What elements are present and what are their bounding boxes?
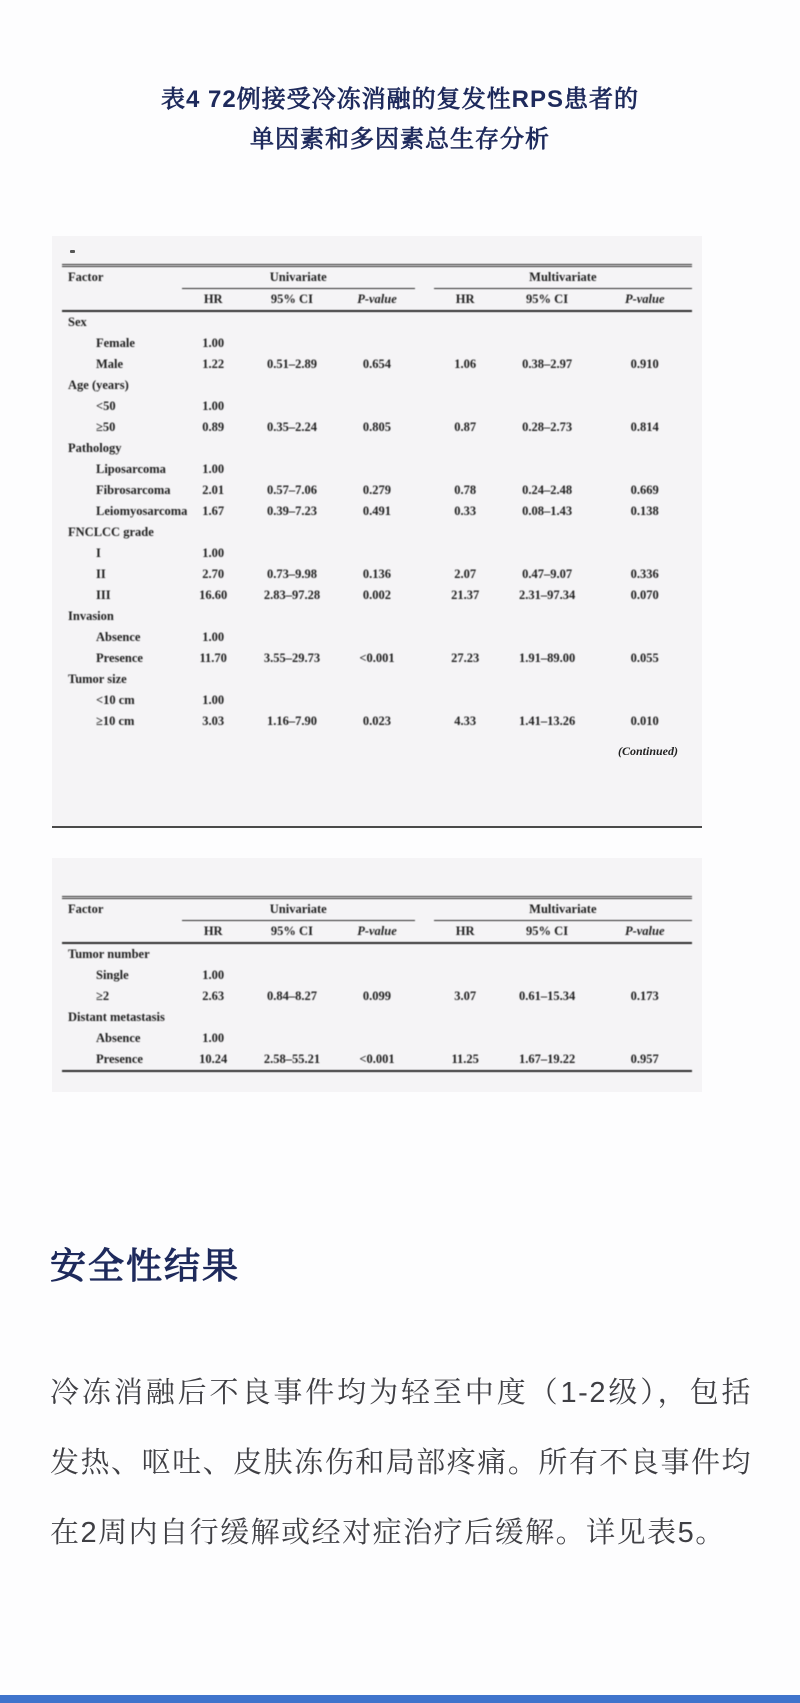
table-cell — [597, 375, 692, 396]
cell-spacer — [415, 396, 434, 417]
row-label: <50 — [96, 399, 116, 413]
table-cell: 0.070 — [630, 588, 659, 602]
cell-spacer — [415, 965, 434, 986]
table-cell — [182, 943, 245, 965]
row-label: Single — [96, 968, 129, 982]
table-cell: 0.33 — [454, 504, 477, 518]
table-cell: 0.51–2.89 — [266, 357, 317, 371]
table-cell: 1.00 — [202, 693, 225, 707]
table-cell: 3.03 — [202, 714, 225, 728]
table-cell: 1.41–13.26 — [518, 714, 576, 728]
table-cell — [182, 606, 245, 627]
row-label: Female — [96, 336, 135, 350]
table-cell — [245, 438, 340, 459]
table-cell: 27.23 — [451, 651, 480, 665]
cell-spacer — [415, 585, 434, 606]
table-row — [62, 564, 692, 585]
cell-spacer — [415, 354, 434, 375]
table-cell — [597, 311, 692, 333]
table-cell — [497, 965, 598, 986]
bottom-accent-bar — [0, 1695, 800, 1703]
table-cell — [497, 333, 598, 354]
table-cell: 0.89 — [202, 420, 225, 434]
row-label: II — [96, 567, 106, 581]
body-paragraph: 冷冻消融后不良事件均为轻至中度（1-2级），包括发热、呕吐、皮肤冻伤和局部疼痛。所有不良事件均在2周内自行缓解或经对症治疗后缓解。详见表5。 — [50, 1377, 752, 1549]
table-cell — [434, 943, 497, 965]
row-label: Presence — [96, 651, 143, 665]
sub-column-header: 95% CI — [245, 921, 340, 944]
table-row — [62, 417, 692, 438]
column-header-factor: Factor — [62, 898, 182, 944]
table-cell — [597, 943, 692, 965]
table-cell: 0.136 — [362, 567, 392, 581]
table-cell — [339, 438, 415, 459]
table-cell: 2.63 — [202, 989, 225, 1003]
table-cell — [182, 1007, 245, 1028]
table-cell: 1.00 — [202, 968, 225, 982]
table-cell — [182, 438, 245, 459]
table-cell — [245, 627, 340, 648]
table-cell: 0.84–8.27 — [266, 989, 317, 1003]
table-cell: 0.002 — [362, 588, 392, 602]
table-cell: 0.78 — [454, 483, 477, 497]
group-header: Univariate — [182, 898, 415, 921]
table-cell: 0.336 — [630, 567, 659, 581]
table-cell — [497, 943, 598, 965]
table-cell — [339, 459, 415, 480]
table-cell: 1.00 — [202, 399, 225, 413]
table-cell: 3.07 — [454, 989, 477, 1003]
table-cell: 1.67–19.22 — [518, 1052, 576, 1066]
table-cell — [497, 627, 598, 648]
table-cell: 0.24–2.48 — [522, 483, 573, 497]
sub-column-header: P-value — [339, 921, 415, 944]
survival-table-part2 — [62, 896, 692, 1072]
table-cell: <0.001 — [359, 651, 395, 665]
group-header: Multivariate — [434, 898, 692, 921]
table-cell: 0.57–7.06 — [266, 483, 317, 497]
table-cell: 1.16–7.90 — [266, 714, 317, 728]
table-cell — [182, 311, 245, 333]
table-caption-line1: 表4 72例接受冷冻消融的复发性RPS患者的 — [160, 86, 640, 113]
row-label: ≥50 — [96, 420, 116, 434]
scanned-table-image-2 — [52, 858, 702, 1092]
row-label: <10 cm — [96, 693, 135, 707]
table-cell — [245, 396, 340, 417]
table-cell — [339, 965, 415, 986]
table-cell — [245, 690, 340, 711]
sub-column-header: 95% CI — [497, 289, 598, 312]
cell-spacer — [415, 522, 434, 543]
table-cell: 0.73–9.98 — [266, 567, 317, 581]
table-cell — [497, 522, 598, 543]
row-label: Fibrosarcoma — [96, 483, 171, 497]
table-cell: 1.91–89.00 — [518, 651, 576, 665]
table-cell — [597, 522, 692, 543]
table-row — [62, 711, 692, 732]
cell-spacer — [415, 648, 434, 669]
table-cell — [597, 627, 692, 648]
table-row — [62, 438, 692, 459]
table-cell — [434, 606, 497, 627]
table-cell — [434, 522, 497, 543]
table-row — [62, 375, 692, 396]
table-cell — [497, 1028, 598, 1049]
table-row — [62, 669, 692, 690]
sub-column-header: 95% CI — [245, 289, 340, 312]
table-cell — [597, 690, 692, 711]
cell-spacer — [415, 417, 434, 438]
table-cell: 0.023 — [362, 714, 392, 728]
table-cell — [434, 669, 497, 690]
table-cell: 2.07 — [454, 567, 477, 581]
table-cell — [339, 375, 415, 396]
table-row — [62, 354, 692, 375]
table-cell — [597, 333, 692, 354]
scan-artifact-mark — [70, 250, 75, 253]
table-cell — [434, 375, 497, 396]
cell-spacer — [415, 333, 434, 354]
table-row — [62, 311, 692, 333]
table-cell: 1.22 — [202, 357, 225, 371]
row-label: Invasion — [68, 609, 114, 623]
table-cell — [245, 943, 340, 965]
table-cell — [497, 396, 598, 417]
table-cell: 0.654 — [362, 357, 392, 371]
survival-table-part1 — [62, 264, 692, 732]
cell-spacer — [415, 943, 434, 965]
table-cell — [245, 669, 340, 690]
row-label: Sex — [68, 315, 87, 329]
table-row — [62, 648, 692, 669]
table-cell: 21.37 — [451, 588, 480, 602]
table-cell — [597, 459, 692, 480]
cell-spacer — [415, 564, 434, 585]
cell-spacer — [415, 690, 434, 711]
table-cell: 0.099 — [362, 989, 392, 1003]
table-cell: <0.001 — [359, 1052, 395, 1066]
row-label: Absence — [96, 1031, 141, 1045]
table-cell: 0.39–7.23 — [266, 504, 317, 518]
sub-column-header: P-value — [597, 289, 692, 312]
table-cell — [434, 333, 497, 354]
table-cell: 0.47–9.07 — [522, 567, 573, 581]
sub-column-header: P-value — [597, 921, 692, 944]
table-cell — [339, 690, 415, 711]
table-cell: 0.491 — [362, 504, 392, 518]
table-cell — [182, 669, 245, 690]
table-row — [62, 627, 692, 648]
row-label: Liposarcoma — [96, 462, 166, 476]
table-row — [62, 1007, 692, 1028]
table-cell — [497, 669, 598, 690]
table-cell — [339, 1028, 415, 1049]
table-cell — [245, 375, 340, 396]
table-cell — [434, 627, 497, 648]
table-cell: 11.70 — [199, 651, 227, 665]
sub-column-header: HR — [182, 921, 245, 944]
table-cell: 0.138 — [630, 504, 659, 518]
table-cell — [182, 522, 245, 543]
column-header-factor: Factor — [62, 266, 182, 312]
table-cell — [339, 606, 415, 627]
cell-spacer — [415, 711, 434, 732]
table-cell — [597, 606, 692, 627]
table-cell — [434, 1028, 497, 1049]
table-caption-line2: 单因素和多因素总生存分析 — [250, 126, 550, 153]
table-row — [62, 459, 692, 480]
scanned-table-image-1 — [52, 236, 702, 828]
table-cell — [597, 965, 692, 986]
table-row — [62, 1049, 692, 1071]
table-cell: 2.70 — [202, 567, 225, 581]
table-cell — [497, 606, 598, 627]
table-cell — [245, 311, 340, 333]
table-cell — [497, 375, 598, 396]
cell-spacer — [415, 627, 434, 648]
table-cell — [597, 1007, 692, 1028]
table-cell: 1.00 — [202, 1031, 225, 1045]
table-cell: 0.669 — [630, 483, 659, 497]
row-label: Male — [96, 357, 124, 371]
cell-spacer — [415, 543, 434, 564]
table-cell — [245, 522, 340, 543]
row-label: Tumor number — [68, 947, 150, 961]
table-cell: 1.06 — [454, 357, 477, 371]
table-row — [62, 1028, 692, 1049]
table-cell — [434, 543, 497, 564]
table-cell — [245, 606, 340, 627]
table-row — [62, 501, 692, 522]
table-row — [62, 333, 692, 354]
section-heading: 安全性结果 — [50, 1245, 241, 1286]
table-cell — [339, 396, 415, 417]
table-cell: 0.010 — [630, 714, 659, 728]
table-cell: 1.00 — [202, 462, 225, 476]
row-label: Leiomyosarcoma — [96, 504, 188, 518]
row-label: FNCLCC grade — [68, 525, 154, 539]
table-cell: 1.00 — [202, 546, 225, 560]
table-cell: 1.00 — [202, 336, 225, 350]
table-cell: 3.55–29.73 — [263, 651, 321, 665]
table-cell — [339, 543, 415, 564]
table-cell — [497, 438, 598, 459]
cell-spacer — [415, 438, 434, 459]
group-header: Univariate — [182, 266, 415, 289]
table-cell — [245, 333, 340, 354]
table-cell — [182, 375, 245, 396]
table-cell — [245, 459, 340, 480]
sub-column-header: HR — [434, 289, 497, 312]
header-spacer — [415, 898, 434, 944]
table-cell — [434, 438, 497, 459]
row-label: ≥2 — [96, 989, 110, 1003]
table-row — [62, 480, 692, 501]
row-label: Tumor size — [68, 672, 127, 686]
table-cell — [497, 543, 598, 564]
sub-column-header: HR — [182, 289, 245, 312]
cell-spacer — [415, 669, 434, 690]
table-cell: 0.35–2.24 — [266, 420, 317, 434]
table-cell: 4.33 — [454, 714, 477, 728]
table-cell — [434, 690, 497, 711]
group-header: Multivariate — [434, 266, 692, 289]
table-cell — [597, 543, 692, 564]
table-caption — [40, 80, 760, 160]
table-cell: 0.279 — [362, 483, 392, 497]
table-row — [62, 543, 692, 564]
table-cell: 1.00 — [202, 630, 225, 644]
table-cell: 0.805 — [362, 420, 392, 434]
table-cell: 0.61–15.34 — [518, 989, 576, 1003]
header-spacer — [415, 266, 434, 312]
cell-spacer — [415, 480, 434, 501]
cell-spacer — [415, 1049, 434, 1071]
table-cell: 2.01 — [202, 483, 225, 497]
table-cell: 0.173 — [630, 989, 659, 1003]
table-cell: 0.08–1.43 — [522, 504, 573, 518]
table-cell: 0.957 — [630, 1052, 659, 1066]
table-cell: 16.60 — [199, 588, 228, 602]
table-cell — [434, 459, 497, 480]
table2 — [62, 896, 692, 1072]
table-cell: 0.87 — [454, 420, 477, 434]
cell-spacer — [415, 1007, 434, 1028]
cell-spacer — [415, 501, 434, 522]
table-row — [62, 606, 692, 627]
table-cell — [434, 965, 497, 986]
table-cell — [339, 943, 415, 965]
table-cell — [339, 627, 415, 648]
table-cell — [497, 690, 598, 711]
table-cell: 11.25 — [451, 1052, 479, 1066]
table-cell: 1.67 — [202, 504, 225, 518]
table-cell — [245, 965, 340, 986]
cell-spacer — [415, 1028, 434, 1049]
table-row — [62, 585, 692, 606]
table-cell — [497, 459, 598, 480]
cell-spacer — [415, 986, 434, 1007]
table-cell — [597, 438, 692, 459]
table-cell: 2.31–97.34 — [518, 588, 576, 602]
table-cell: 10.24 — [199, 1052, 228, 1066]
table-cell — [245, 1028, 340, 1049]
row-label: I — [96, 546, 101, 560]
table-cell — [339, 669, 415, 690]
table1 — [62, 264, 692, 732]
table-cell — [597, 1028, 692, 1049]
table-row — [62, 396, 692, 417]
row-label: III — [96, 588, 111, 602]
table-cell — [339, 333, 415, 354]
table-cell: 2.58–55.21 — [263, 1052, 321, 1066]
sub-column-header: P-value — [339, 289, 415, 312]
table-cell — [434, 396, 497, 417]
cell-spacer — [415, 311, 434, 333]
table-cell — [497, 1007, 598, 1028]
row-label: ≥10 cm — [96, 714, 135, 728]
table-cell: 0.055 — [630, 651, 659, 665]
table-row — [62, 965, 692, 986]
cell-spacer — [415, 459, 434, 480]
table-continued-note: (Continued) — [617, 744, 678, 758]
cell-spacer — [415, 606, 434, 627]
table-cell: 0.814 — [630, 420, 659, 434]
sub-column-header: HR — [434, 921, 497, 944]
table-cell — [434, 311, 497, 333]
table-cell — [245, 543, 340, 564]
table-cell: 2.83–97.28 — [263, 588, 321, 602]
row-label: Distant metastasis — [68, 1010, 165, 1024]
table-row — [62, 986, 692, 1007]
table-cell — [339, 522, 415, 543]
sub-column-header: 95% CI — [497, 921, 598, 944]
table-row — [62, 522, 692, 543]
table-row — [62, 943, 692, 965]
row-label: Pathology — [68, 441, 122, 455]
table-row — [62, 690, 692, 711]
table-cell — [434, 1007, 497, 1028]
table-cell — [597, 669, 692, 690]
table-cell — [245, 1007, 340, 1028]
row-label: Absence — [96, 630, 141, 644]
table-cell: 0.28–2.73 — [522, 420, 573, 434]
table-cell — [339, 311, 415, 333]
table-cell — [497, 311, 598, 333]
cell-spacer — [415, 375, 434, 396]
table-cell: 0.38–2.97 — [522, 357, 573, 371]
table-cell — [339, 1007, 415, 1028]
table-cell: 0.910 — [630, 357, 659, 371]
row-label: Age (years) — [68, 378, 129, 392]
row-label: Presence — [96, 1052, 143, 1066]
table-cell — [597, 396, 692, 417]
